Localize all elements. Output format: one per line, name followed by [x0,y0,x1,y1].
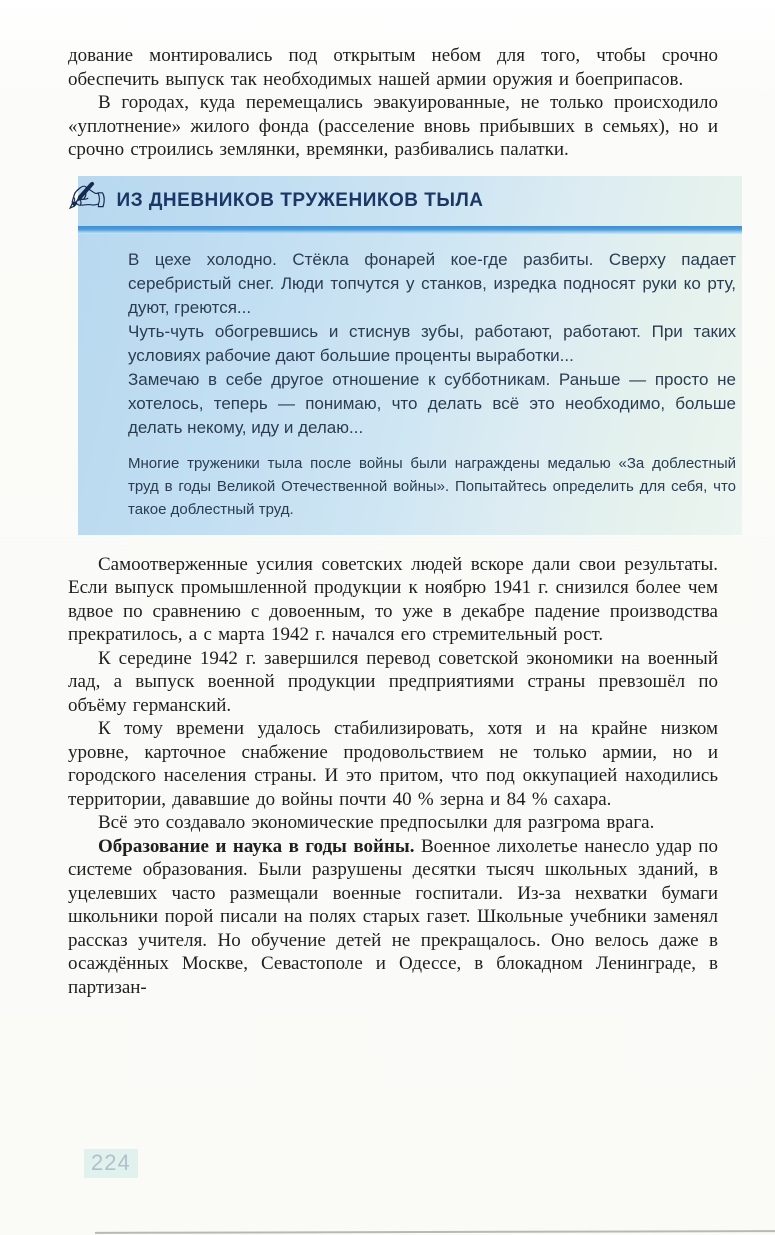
header-divider [78,226,742,234]
page-edge-shadow [95,1230,775,1233]
diary-entry: Чуть-чуть обогревшись и стиснув зубы, работают, работают. При таких условиях рабочие дают большие проценты выработки... [128,321,736,365]
body-paragraph: В городах, куда перемещались эвакуированные, не только происходило «уплотнение» жилого фонда (расселение вновь прибывших в семьях), но и срочно строились землянки, времянки, разбивались палатки. [68,92,718,160]
page-number: 224 [84,1149,138,1178]
body-paragraph: К середине 1942 г. завершился перевод советской экономики на военный лад, а выпуск военной продукции предприятиями страны превзошёл по объёму германский. [68,647,718,716]
section-heading-inline: Образование и наука в годы войны. [98,835,415,857]
section-body-text: Военное лихолетье нанесло удар по системе образования. Были разрушены десятки тысяч школьных зданий, в уцелевших часто размещали военные госпитали. Из-за нехватки бумаги школьники порой писали на полях старых газет. Школьные учебники заменял рассказ учителя. Но обучение детей не прекращалось. Оно велось даже в осаждённых Москве, Севастополе и Одессе, в блокадном Ленинграде, в партизан- [68,835,718,998]
diary-sidebar-box [68,169,742,535]
diary-box-body [78,234,742,535]
diary-entry: В цехе холодно. Стёкла фонарей кое-где разбиты. Сверху падает серебристый снег. Люди топчутся у станков, изредка подносят руки ко рту, дуют, греются... [128,249,736,317]
body-paragraph: дование монтировались под открытым небом для того, чтобы срочно обеспечить выпуск так необходимых нашей армии оружия и боеприпасов. [68,45,718,90]
body-paragraph: Самоотверженные усилия советских людей вскоре дали свои результаты. Если выпуск промышленной продукции к ноябрю 1941 г. снизился более чем вдвое по сравнению с довоенным, то уже в декабре падение производства прекратилось, а с марта 1942 г. начался его стремительный рост. [68,553,718,645]
diary-note: Многие труженики тыла после войны были награждены медалью «За доблестный труд в годы Великой Отечественной войны». Попытайтесь определить для себя, что такое доблестный труд. [128,454,736,518]
body-paragraph: Всё это создавало экономические предпосылки для разгрома врага. [98,812,655,833]
writing-hand-icon: ✍ [68,169,107,224]
diary-box-header [68,169,742,226]
diary-box-title: ИЗ ДНЕВНИКОВ ТРУЖЕНИКОВ ТЫЛА [116,189,484,211]
diary-entry: Замечаю в себе другое отношение к субботникам. Раньше — просто не хотелось, теперь — понимаю, что делать всё это необходимо, больше делать некому, иду и делаю... [128,369,736,437]
body-paragraph [68,835,718,1000]
body-paragraph: К тому времени удалось стабилизировать, хотя и на крайне низком уровне, карточное снабжение продовольствием не только армии, но и городского населения страны. И это притом, что под оккупацией находились территории, дававшие до войны почти 40 % зерна и 84 % сахара. [68,718,718,810]
